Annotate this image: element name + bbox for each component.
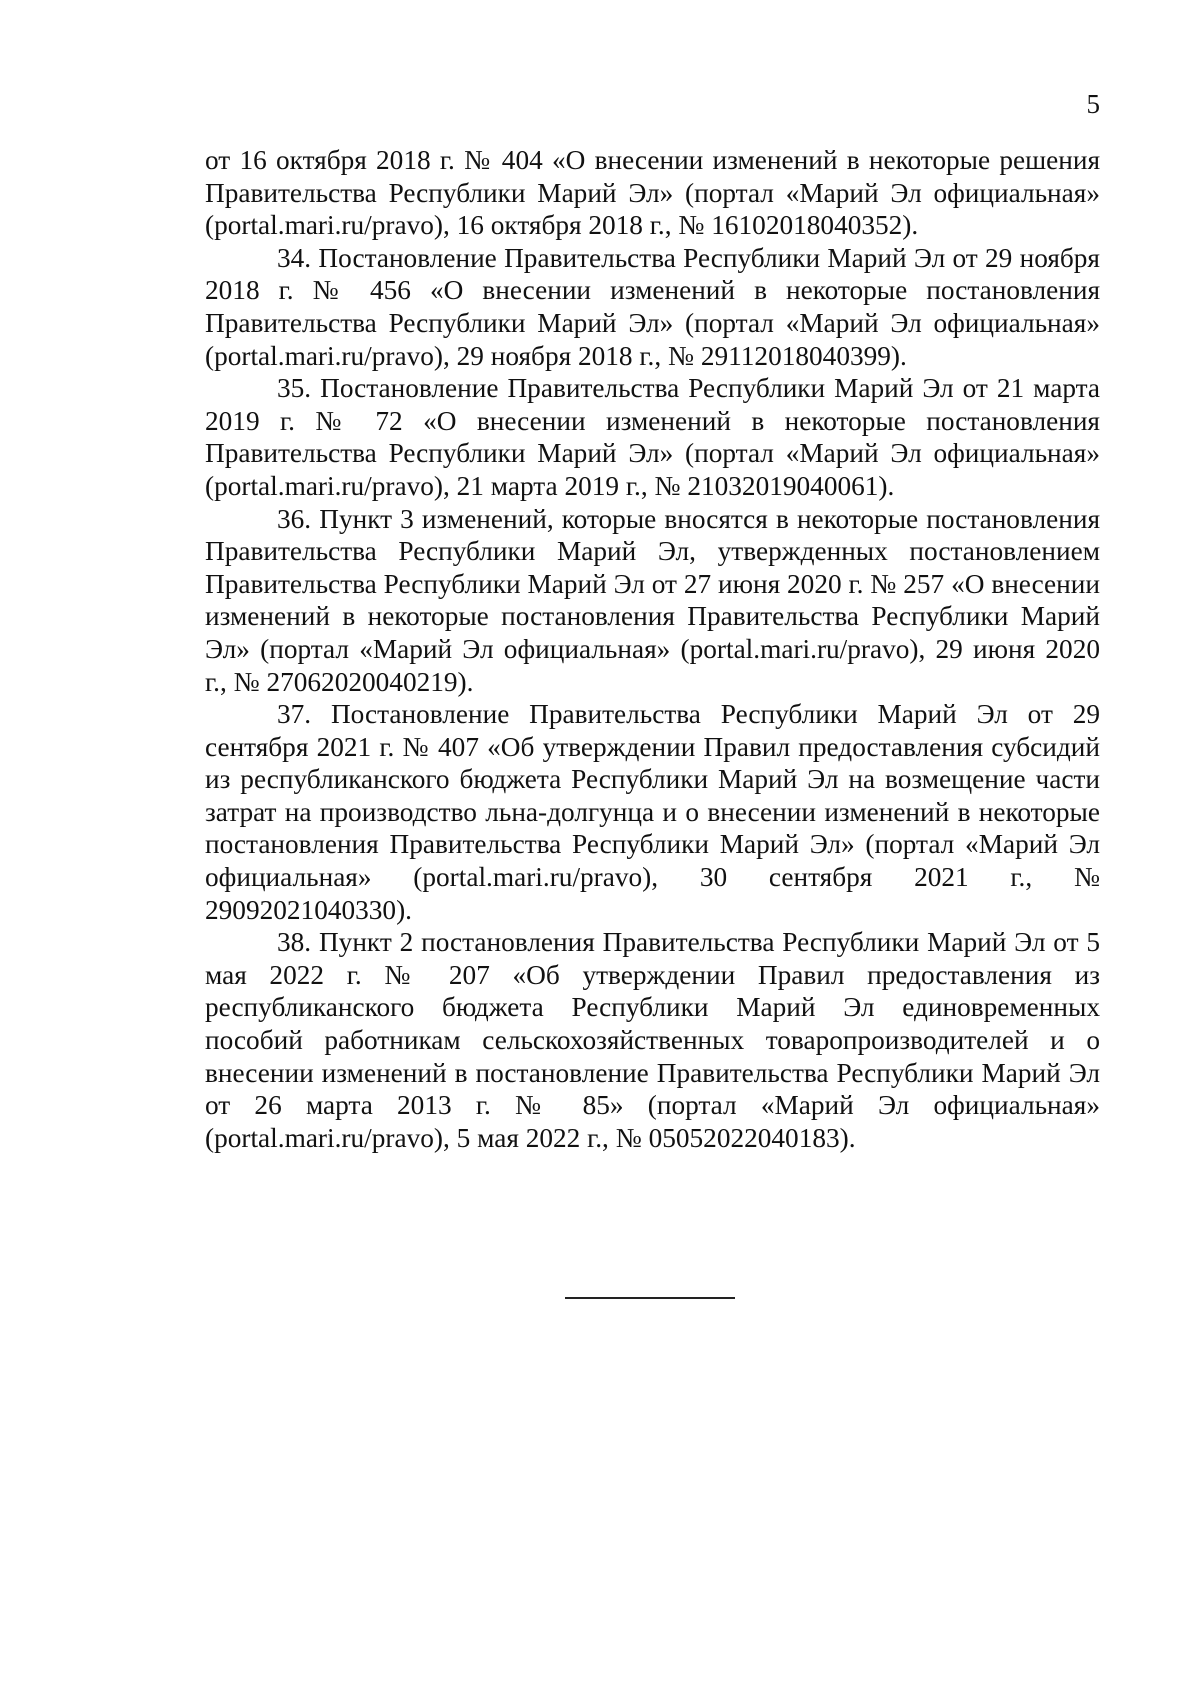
page-number: 5 — [1086, 89, 1100, 119]
end-of-document-rule — [565, 1297, 735, 1299]
paragraph-item-34: 34. Постановление Правительства Республики Марий Эл от 29 ноября 2018 г. № 456 «О внесении изменений в некоторые постановления Правительства Республики Марий Эл» (портал «Марий Эл официальная» (portal.mari.ru/pravo), 29 ноября 2018 г., № 29112018040399). — [205, 242, 1100, 371]
paragraph-item-37: 37. Постановление Правительства Республики Марий Эл от 29 сентября 2021 г. № 407 «Об утверждении Правил предоставления субсидий из республиканского бюджета Республики Марий Эл на возмещение части затрат на производство льна-долгунца и о внесении изменений в некоторые постановления Правительства Республики Марий Эл» (портал «Марий Эл официальная» (portal.mari.ru/pravo), 30 сентября 2021 г., № 29092021040330). — [205, 699, 1100, 925]
paragraph-continuation: от 16 октября 2018 г. № 404 «О внесении изменений в некоторые решения Правительства Республики Марий Эл» (портал «Марий Эл официальная» (portal.mari.ru/pravo), 16 октября 2018 г., № 16102018040352). — [205, 145, 1100, 241]
paragraph-item-35: 35. Постановление Правительства Республики Марий Эл от 21 марта 2019 г. № 72 «О внесении изменений в некоторые постановления Правительства Республики Марий Эл» (портал «Марий Эл официальная» (portal.mari.ru/pravo), 21 марта 2019 г., № 21032019040061). — [205, 373, 1100, 501]
paragraph-item-36: 36. Пункт 3 изменений, которые вносятся в некоторые постановления Правительства Республики Марий Эл, утвержденных постановлением Правительства Республики Марий Эл от 27 июня 2020 г. № 257 «О внесении изменений в некоторые постановления Правительства Республики Марий Эл» (портал «Марий Эл официальная» (portal.mari.ru/pravo), 29 июня 2020 г., № 27062020040219). — [205, 503, 1100, 697]
paragraph-item-38: 38. Пункт 2 постановления Правительства Республики Марий Эл от 5 мая 2022 г. № 207 «Об утверждении Правил предоставления из республиканского бюджета Республики Марий Эл единовременных пособий работникам сельскохозяйственных товаропроизводителей и о внесении изменений в постановление Правительства Республики Марий Эл от 26 марта 2013 г. № 85» (портал «Марий Эл официальная» (portal.mari.ru/pravo), 5 мая 2022 г., № 05052022040183). — [205, 927, 1100, 1153]
document-body — [205, 144, 1100, 1154]
